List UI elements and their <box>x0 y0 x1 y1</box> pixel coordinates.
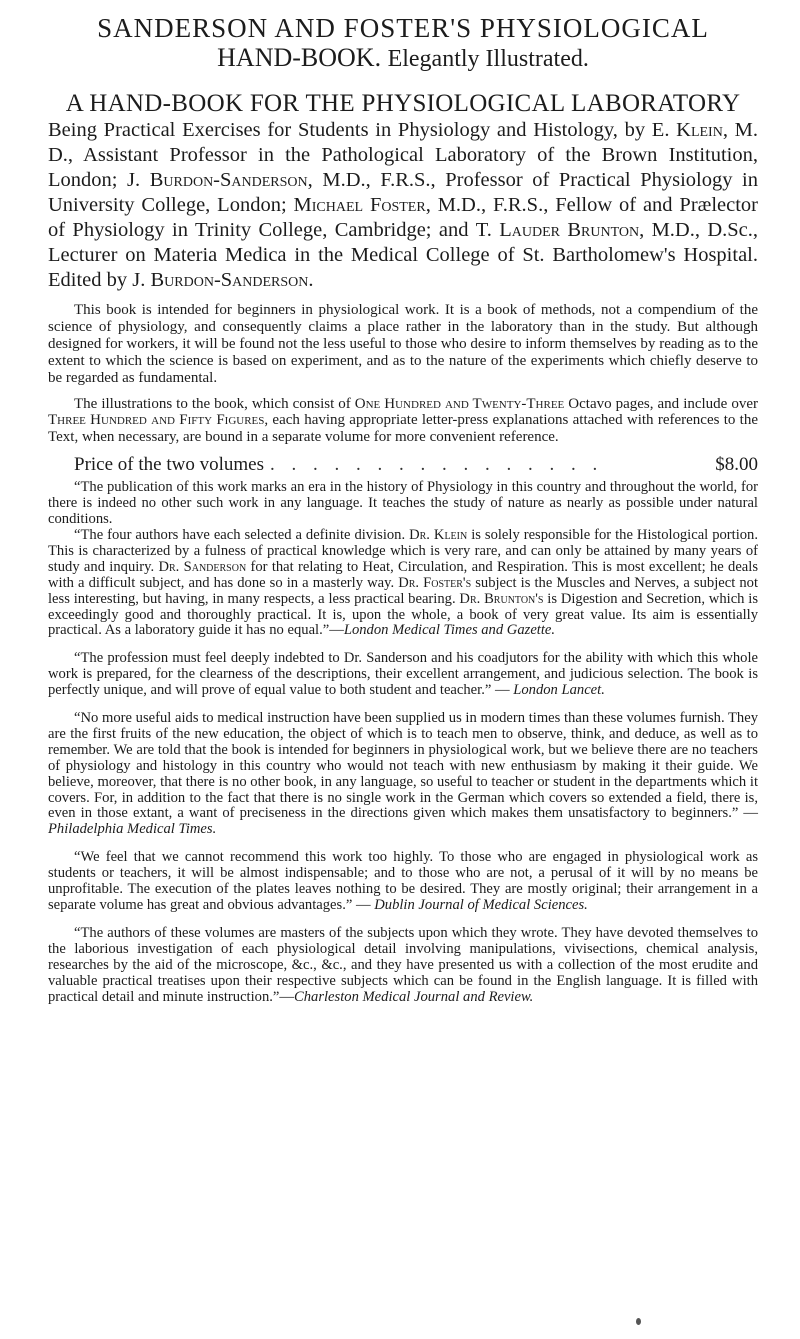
review-philadelphia: “No more useful aids to medical instruction have been supplied us in modern times than these volumes furnish. They are the first fruits of the new education, the object of which is to teach men to observe, think, and deduce, as well as to remember. We are told that the book is intended for beginners in physiological work, but we believe there are no teachers of physiology and histology in this country who would not teach with new enthusiasm by making it their guide. We believe, moreover, that there is no other book, in any language, so useful to teacher or student in the departments which it covers. For, in addition to the fact that there is no single work in the German which covers so extended a field, there is, even in those extant, a want of preciseness in the directions given which makes them unsatisfactory to beginners.” —Philadelphia Medical Times. <box>48 710 758 838</box>
author-klein: E. Klein <box>651 119 723 141</box>
price-label: Price of the two volumes <box>74 454 264 476</box>
author-brunton: T. Lauder Brunton <box>475 219 640 241</box>
author-sanderson: J. Burdon-Sanderson <box>127 169 308 191</box>
header-illustrated: Elegantly Illustrated. <box>387 46 589 72</box>
review-charleston: “The authors of these volumes are masters of the subjects upon which they wrote. They have devoted themselves to the laborious investigation of each physiological detail involving manipulations, vivisections, chemical analysis, researches by the aid of the microscope, &c., &c., and they have presented us with a collection of the most erudite and valuable practical treatises upon their respective subjects which can be found in the English language. It is filled with practical detail and minute instruction.”—Charleston Medical Journal and Review. <box>48 924 758 1005</box>
review-source: London Lancet. <box>513 682 605 699</box>
intro-paragraph-1: This book is intended for beginners in physiological work. It is a book of methods, not a compendium of the science of physiology, and consequently claims a place rather in the laboratory than in the study. But although designed for workers, it will be found not the less useful to those who desire to inform themselves by reading as to the extent to which the science is based on experiment, and as to the nature of the experiments which chiefly deserve to be regarded as fundamental. <box>48 302 758 386</box>
header-handbook: HAND-BOOK. <box>217 43 382 72</box>
book-description: Being Practical Exercises for Students in Physiology and Histology, by E. Klein, M. D., Assistant Professor in the Pathological Laboratory of the Brown Institution, London; J. Burdon-Sanderson, M.D., F.R.S., Professor of Practical Physiology in University College, London; Michael Foster, M.D., F.R.S., Fellow of and Prælector of Physiology in Trinity College, Cambridge; and T. Lauder Brunton, M.D., D.Sc., Lecturer on Materia Medica in the Medical College of St. Bartholomew's Hospital. Edited by J. Burdon-Sanderson. <box>48 119 759 291</box>
review-source: Philadelphia Medical Times. <box>48 821 217 838</box>
header-line-1: SANDERSON AND FOSTER'S PHYSIOLOGICAL <box>97 13 709 43</box>
series-header <box>48 0 758 43</box>
review-medical-times: “The publication of this work marks an era in the history of Physiology in this country and throughout the world, for there is indeed no other such work in any language. It teaches the study of nature as nearly as possible under natural conditions. “The four authors have each selected a definite division. Dr. Klein is solely responsible for the Histological portion. This is characterized by a fulness of practical knowledge which is very rare, and can only be attained by many years of study and inquiry. Dr. Sanderson for that relating to Heat, Circulation, and Respiration. This is most excellent; he deals with a difficult subject, and has done so in a masterly way. Dr. Foster's subject is the Muscles and Nerves, a subject not less interesting, but having, in many respects, a less practical bearing. Dr. Brunton's is Digestion and Secretion, which is exceedingly good and thoroughly practical. It is, upon the whole, a book of very great value. Its aim is essentially practical. As a laboratory guide it has no equal.”—London Medical Times and Gazette. <box>48 479 759 639</box>
review-lancet: “The profession must feel deeply indebted to Dr. Sanderson and his coadjutors for the ability with which this whole work is prepared, for the clearness of the descriptions, their excellent arrangement, and judicious selection. The book is perfectly unique, and will prove of equal value to both student and teacher.” — London Lancet. <box>48 650 758 699</box>
review-source: London Medical Times and Gazette. <box>343 622 556 639</box>
author-foster: Michael Foster <box>293 194 426 216</box>
intro-paragraph-2: The illustrations to the book, which consist of One Hundred and Twenty-Three Octavo pages, and include over Three Hundred and Fifty Figures, each having appropriate letter-press explanations attached with references to the Text, when necessary, are bound in a separate volume for more convenient reference. <box>48 395 759 446</box>
review-source: Charleston Medical Journal and Review. <box>294 988 534 1005</box>
ink-speck <box>636 1318 641 1325</box>
price-line <box>74 454 758 476</box>
editor-sanderson: J. Burdon-Sanderson <box>132 269 309 291</box>
book-title: A HAND-BOOK FOR THE PHYSIOLOGICAL LABORATORY <box>65 90 741 117</box>
price-amount: $8.00 <box>715 454 758 476</box>
review-source: Dublin Journal of Medical Sciences. <box>374 897 588 913</box>
review-dublin: “We feel that we cannot recommend this work too highly. To those who are engaged in physiological work as students or teachers, it will be almost indispensable; and to those who are not, a perusal of it will by no means be unprofitable. The execution of the plates leaves nothing to be desired. They are mostly original; their arrangement in a separate volume has great and obvious advantages.” — Dublin Journal of Medical Sciences. <box>48 849 758 913</box>
price-leader-dots: . . . . . . . . . . . . . . . . <box>269 454 604 476</box>
series-subheader <box>48 43 758 74</box>
